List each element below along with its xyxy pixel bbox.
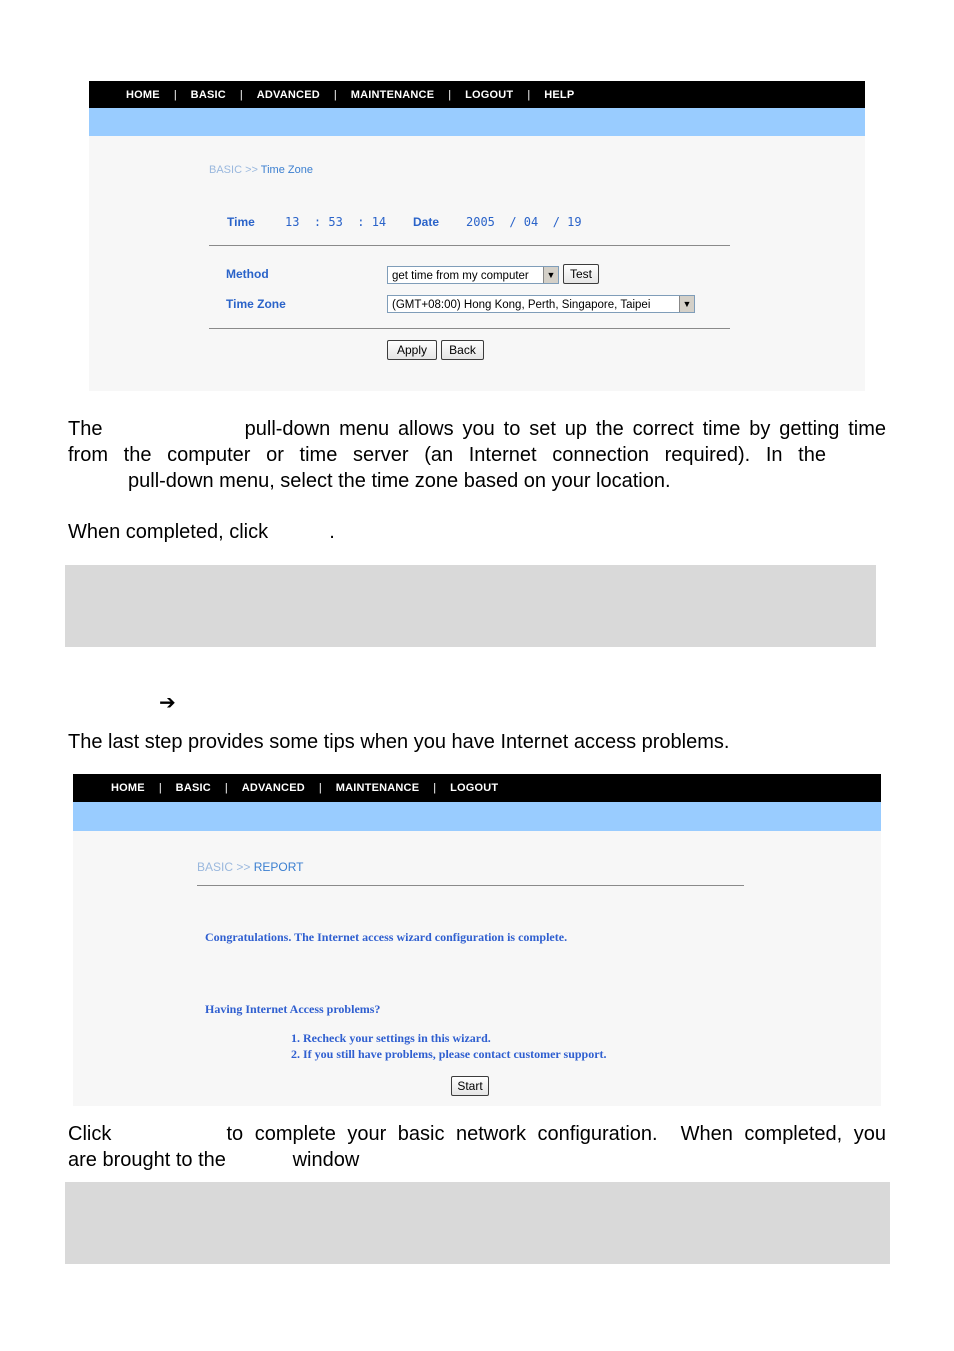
timezone-select[interactable] <box>387 295 695 313</box>
tip-item: 2. If you still have problems, please contact customer support. <box>291 1047 607 1061</box>
paragraph: When completed, click . <box>68 521 335 543</box>
timezone-select-value: (GMT+08:00) Hong Kong, Perth, Singapore, Taipei <box>392 299 651 311</box>
tip-item: 1. Recheck your settings in this wizard. <box>291 1031 491 1045</box>
timezone-screenshot <box>89 81 865 391</box>
nav-separator: | <box>158 782 162 794</box>
note-box <box>65 565 876 647</box>
nav-separator: | <box>433 782 437 794</box>
header-band <box>89 108 865 136</box>
nav-basic[interactable]: BASIC <box>175 782 211 794</box>
nav-logout[interactable]: LOGOUT <box>465 88 514 101</box>
nav-separator: | <box>173 88 177 101</box>
nav-separator: | <box>224 782 228 794</box>
header-band <box>73 802 881 831</box>
timezone-label: Time Zone <box>226 297 286 311</box>
nav-separator: | <box>448 88 452 101</box>
breadcrumb <box>209 164 313 176</box>
test-button[interactable]: Test <box>563 264 599 284</box>
divider <box>209 245 730 246</box>
breadcrumb-root: BASIC >> <box>197 860 251 874</box>
back-button[interactable]: Back <box>441 340 484 360</box>
time-value: 13 : 53 : 14 <box>285 215 387 229</box>
date-label: Date <box>413 215 440 229</box>
apply-button[interactable]: Apply <box>387 340 437 360</box>
paragraph-line: The pull-down menu allows you to set up the correct time by getting time <box>68 418 886 440</box>
method-select[interactable] <box>387 266 559 284</box>
chevron-down-icon: ▼ <box>679 296 694 312</box>
nav-separator: | <box>318 782 322 794</box>
nav-advanced[interactable]: ADVANCED <box>256 88 320 101</box>
nav-separator: | <box>239 88 243 101</box>
congrats-message: Congratulations. The Internet access wizard configuration is complete. <box>205 930 568 944</box>
time-label: Time <box>227 215 255 229</box>
nav-home[interactable]: HOME <box>111 782 145 794</box>
top-navbar <box>73 774 881 802</box>
breadcrumb-page: REPORT <box>253 860 304 874</box>
paragraph-line: Click to complete your basic network configuration. When completed, you <box>68 1123 886 1145</box>
divider <box>197 885 744 886</box>
paragraph-line: are brought to the window <box>68 1149 360 1171</box>
method-label: Method <box>226 267 269 281</box>
divider <box>209 328 730 329</box>
chevron-down-icon: ▼ <box>543 267 558 283</box>
breadcrumb-root: BASIC >> <box>209 164 258 176</box>
paragraph-line: from the computer or time server (an Internet connection required). In the <box>68 444 826 466</box>
top-navbar <box>89 81 865 108</box>
paragraph-line: pull-down menu, select the time zone based on your location. <box>128 470 671 492</box>
nav-maintenance[interactable]: MAINTENANCE <box>350 88 435 101</box>
breadcrumb-page: Time Zone <box>260 164 313 176</box>
nav-logout[interactable]: LOGOUT <box>450 782 499 794</box>
nav-separator: | <box>333 88 337 101</box>
report-screenshot <box>73 774 881 1106</box>
breadcrumb <box>197 860 304 874</box>
date-value: 2005 / 04 / 19 <box>466 215 582 229</box>
arrow-icon: ➔ <box>159 692 176 714</box>
nav-separator: | <box>527 88 531 101</box>
method-select-value: get time from my computer <box>392 270 529 282</box>
paragraph: The last step provides some tips when you have Internet access problems. <box>68 731 730 753</box>
note-box <box>65 1182 890 1264</box>
nav-basic[interactable]: BASIC <box>190 88 226 101</box>
nav-home[interactable]: HOME <box>126 88 160 101</box>
nav-maintenance[interactable]: MAINTENANCE <box>335 782 420 794</box>
start-button[interactable]: Start <box>451 1076 489 1096</box>
nav-advanced[interactable]: ADVANCED <box>241 782 305 794</box>
nav-help[interactable]: HELP <box>544 88 575 101</box>
problems-heading: Having Internet Access problems? <box>205 1002 381 1016</box>
